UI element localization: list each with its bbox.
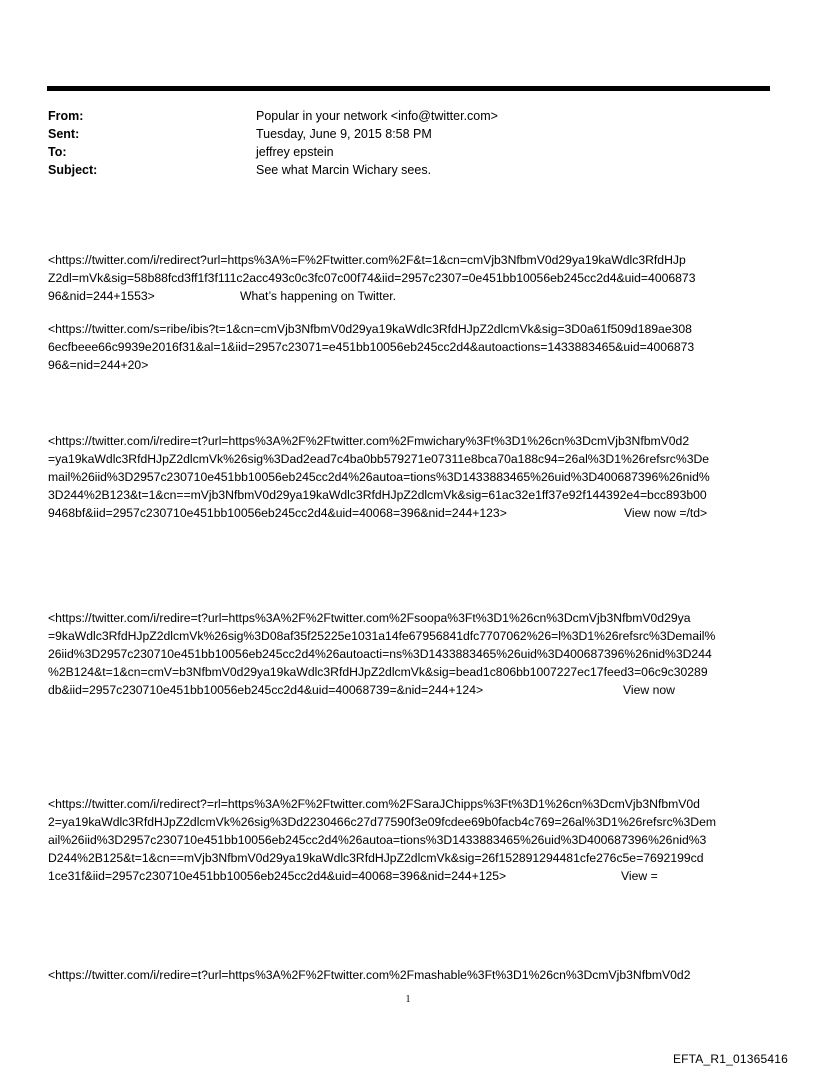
link-line: Z2dl=mVk&sig=58b88fcd3ff1f3f111c2acc493c0c3fc07c00f74&iid=2957c2307=0e451bb10056eb245cc2d4&uid=4006873 xyxy=(48,271,696,285)
link-line: =9kaWdlc3RfdHJpZ2dlcmVk%26sig%3D08af35f25225e1031a14fe67956841dfc7707062%26=l%3D1%26refsrc%3Demail% xyxy=(48,629,716,643)
link-line xyxy=(48,287,772,305)
view-now-text: View now =/td> xyxy=(624,506,708,520)
header-rule xyxy=(47,86,770,91)
to-label: To: xyxy=(48,145,67,159)
subject-label: Subject: xyxy=(48,163,98,177)
link-line: 6ecfbeee66c9939e2016f31&al=1&iid=2957c23071=e451bb10056eb245cc2d4&autoactions=1433883465&uid=4006873 xyxy=(48,340,695,354)
link-block-3 xyxy=(48,432,772,522)
link-block-1 xyxy=(48,251,772,305)
bates-id: EFTA_R1_01365416 xyxy=(672,1052,788,1066)
subject-row xyxy=(48,161,768,179)
link-line: =ya19kaWdlc3RfdHJpZ2dlcmVk%26sig%3Dad2ead7c4ba0bb579271e07311e8bca70a188c94=26al%3D1%26refsrc%3De xyxy=(48,452,710,466)
link-line: <https://twitter.com/i/redire=t?url=https%3A%2F%2Ftwitter.com%2Fmwichary%3Ft%3D1%26cn%3DcmVjb3NfbmV0d2 xyxy=(48,434,690,448)
view-text: View = xyxy=(621,869,658,883)
link-line: <https://twitter.com/s=ribe/ibis?t=1&cn=cmVjb3NfbmV0d29ya19kaWdlc3RfdHJpZ2dlcmVk&sig=3D0a61f509d189ae308 xyxy=(48,322,692,336)
link-line xyxy=(48,867,772,885)
view-now-text: View now xyxy=(623,683,675,697)
link-line: D244%2B125&t=1&cn==mVjb3NfbmV0d29ya19kaWdlc3RfdHJpZ2dlcmVk&sig=26f152891294481cfe276c5e=7692199cd xyxy=(48,851,704,865)
subject-value: See what Marcin Wichary sees. xyxy=(256,163,432,177)
link-line: <https://twitter.com/i/redire=t?url=https%3A%2F%2Ftwitter.com%2Fsoopa%3Ft%3D1%26cn%3DcmVjb3NfbmV0d29ya xyxy=(48,611,691,625)
link-block-5 xyxy=(48,795,772,885)
link-line: ail%26iid%3D2957c230710e451bb10056eb245cc2d4%26autoa=tions%3D1433883465%26uid%3D400687396%26nid%3 xyxy=(48,833,707,847)
link-block-6 xyxy=(48,966,772,984)
page-number: 1 xyxy=(405,994,411,1005)
sent-value: Tuesday, June 9, 2015 8:58 PM xyxy=(256,127,432,141)
link-line xyxy=(48,681,772,699)
from-label: From: xyxy=(48,109,84,123)
link-line: <https://twitter.com/i/redire=t?url=https%3A%2F%2Ftwitter.com%2Fmashable%3Ft%3D1%26cn%3DcmVjb3NfbmV0d2 xyxy=(48,968,691,982)
from-value: Popular in your network <info@twitter.com> xyxy=(256,109,498,123)
to-row xyxy=(48,143,768,161)
sent-label: Sent: xyxy=(48,127,80,141)
to-value: jeffrey epstein xyxy=(256,145,334,159)
link-line: 2=ya19kaWdlc3RfdHJpZ2dlcmVk%26sig%3Dd2230466c27d77590f3e09fcdee69b0facb4c769=26al%3D1%26refsrc%3Dem xyxy=(48,815,717,829)
link-line: 3D244%2B123&t=1&cn==mVjb3NfbmV0d29ya19kaWdlc3RfdHJpZ2dlcmVk&sig=61ac32e1ff37e92f144392e4=bcc893b00 xyxy=(48,488,707,502)
link-line: 26iid%3D2957c230710e451bb10056eb245cc2d4%26autoacti=ns%3D1433883465%26uid%3D400687396%26nid%3D244 xyxy=(48,647,712,661)
link-block-4 xyxy=(48,609,772,699)
link-text: 96&nid=244+1553> xyxy=(48,289,155,303)
from-row xyxy=(48,107,768,125)
link-block-2 xyxy=(48,320,772,374)
link-text: 9468bf&iid=2957c230710e451bb10056eb245cc2d4&uid=40068=396&nid=244+123> xyxy=(48,506,507,520)
link-text: db&iid=2957c230710e451bb10056eb245cc2d4&uid=40068739=&nid=244+124> xyxy=(48,683,484,697)
link-line: 96&=nid=244+20> xyxy=(48,358,149,372)
link-line xyxy=(48,504,772,522)
link-line: <https://twitter.com/i/redirect?url=https%3A%=F%2Ftwitter.com%2F&t=1&cn=cmVjb3NfbmV0d29ya19kaWdlc3RfdHJp xyxy=(48,253,686,267)
link-line: %2B124&t=1&cn=cmV=b3NfbmV0d29ya19kaWdlc3RfdHJpZ2dlcmVk&sig=bead1c806bb1007227ec17feed3=06c9c30289 xyxy=(48,665,708,679)
link-caption: What’s happening on Twitter. xyxy=(240,289,397,303)
link-line: mail%26iid%3D2957c230710e451bb10056eb245cc2d4%26autoa=tions%3D1433883465%26uid%3D400687396%26nid% xyxy=(48,470,710,484)
sent-row xyxy=(48,125,768,143)
link-line: <https://twitter.com/i/redirect?=rl=https%3A%2F%2Ftwitter.com%2FSaraJChipps%3Ft%3D1%26cn%3DcmVjb3NfbmV0d xyxy=(48,797,700,811)
link-text: 1ce31f&iid=2957c230710e451bb10056eb245cc2d4&uid=40068=396&nid=244+125> xyxy=(48,869,507,883)
